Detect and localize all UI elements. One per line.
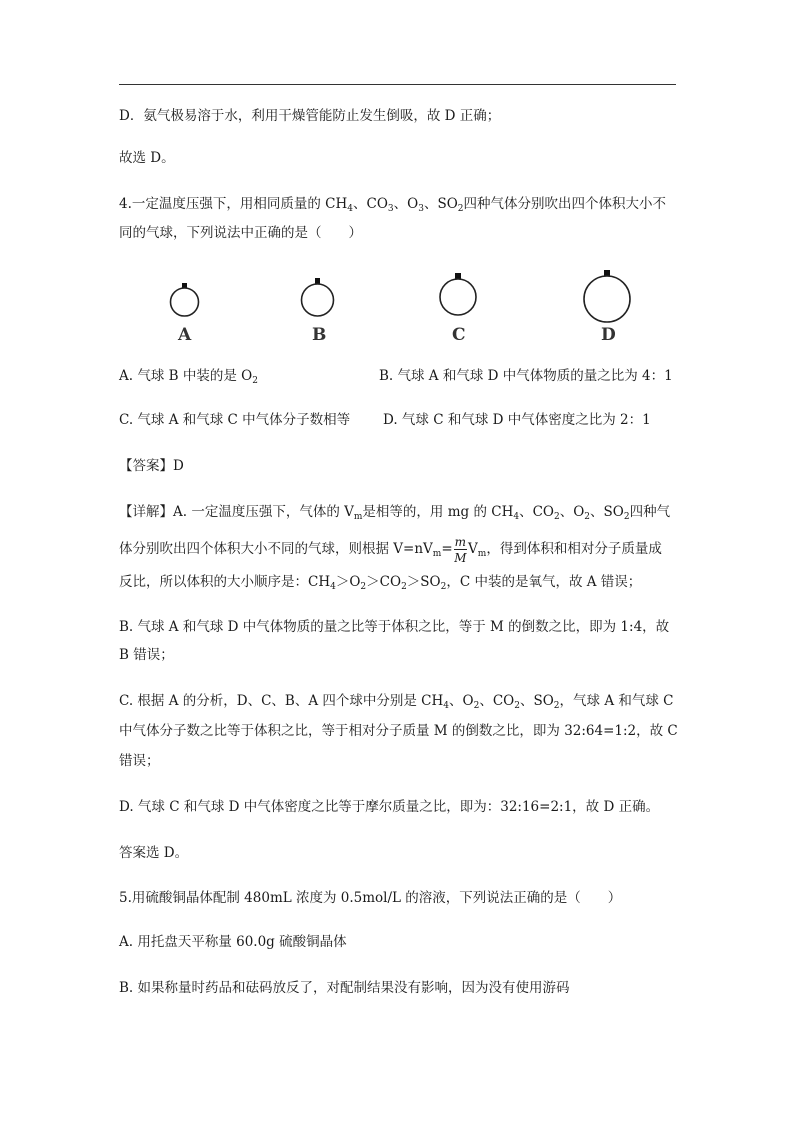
option-a: A. 气球 B 中装的是 $O_2$	[119, 368, 258, 386]
option-d: D. 气球 C 和气球 D 中气体密度之比为 2：1	[383, 412, 651, 428]
prev-answer: 故选 D。	[119, 150, 175, 166]
balloon-label-c: C	[452, 325, 466, 345]
explanation-conclusion: 答案选 D。	[119, 845, 189, 861]
explanation-line3: 反比，所以体积的大小顺序是：$CH_4>O_2>CO_2>SO_2$，C 中装的是氧气，故 A 错误；	[119, 574, 642, 592]
balloon-label-a: A	[178, 325, 192, 345]
explanation-line8: 错误；	[119, 753, 160, 769]
explanation-line1: 【详解】A. 一定温度压强下，气体的 $V_m$是相等的，用 mg 的 $CH_4$、$CO_2$、$O_2$、$SO_2$四种气	[119, 504, 671, 522]
header-rule	[119, 84, 676, 85]
question-5-option-a: A. 用托盘天平称量 60.0g 硫酸铜晶体	[119, 934, 347, 950]
balloon-a	[171, 283, 199, 316]
explanation-line4: B. 气球 A 和气球 D 中气体物质的量之比等于体积之比，等于 M 的倒数之比，即为 1:4，故	[119, 619, 670, 635]
question-5: 5.用硫酸铜晶体配制 480mL 浓度为 0.5mol/L 的溶液，下列说法正确的是（ ）	[119, 890, 622, 906]
question-4-line1: 4.一定温度压强下，用相同质量的 $CH_4$、$CO_3$、$O_3$、$SO_2$四种气体分别吹出四个体积大小不	[119, 196, 667, 214]
balloon-label-d: D	[601, 325, 616, 345]
explanation-line6: C. 根据 A 的分析，D、C、B、A 四个球中分别是 $CH_4$、$O_2$、$CO_2$、$SO_2$，气球 A 和气球 C	[119, 693, 674, 711]
explanation-line7: 中气体分子数之比等于体积之比，等于相对分子质量 M 的倒数之比，即为 32:64=1:2，故 C	[119, 723, 678, 739]
balloon-c	[440, 273, 476, 315]
explanation-line2: 体分别吹出四个体积大小不同的气球，则根据 $V=nV_m=$ $\frac{m}{M}$ $V_m$，得到体积和相对分子质量成	[119, 534, 662, 565]
option-c: C. 气球 A 和气球 C 中气体分子数相等	[119, 412, 351, 428]
answer-label: 【答案】D	[119, 458, 184, 474]
question-4-line2: 同的气球，下列说法中正确的是（ ）	[119, 225, 362, 241]
explanation-line5: B 错误；	[119, 647, 174, 663]
balloon-figure	[119, 268, 676, 348]
fraction-m-over-M: $\frac{m}{M}$	[454, 534, 467, 565]
explanation-line9: D. 气球 C 和气球 D 中气体密度之比等于摩尔质量之比，即为：32:16=2:1，故 D 正确。	[119, 799, 660, 815]
question-5-option-b: B. 如果称量时药品和砝码放反了，对配制结果没有影响，因为没有使用游码	[119, 980, 570, 996]
option-b: B. 气球 A 和气球 D 中气体物质的量之比为 4：1	[379, 368, 673, 384]
balloon-b	[302, 278, 334, 316]
balloon-label-b: B	[312, 325, 327, 345]
balloon-d	[584, 270, 630, 322]
prev-option-d: D．氨气极易溶于水，利用干燥管能防止发生倒吸，故 D 正确；	[119, 108, 501, 124]
